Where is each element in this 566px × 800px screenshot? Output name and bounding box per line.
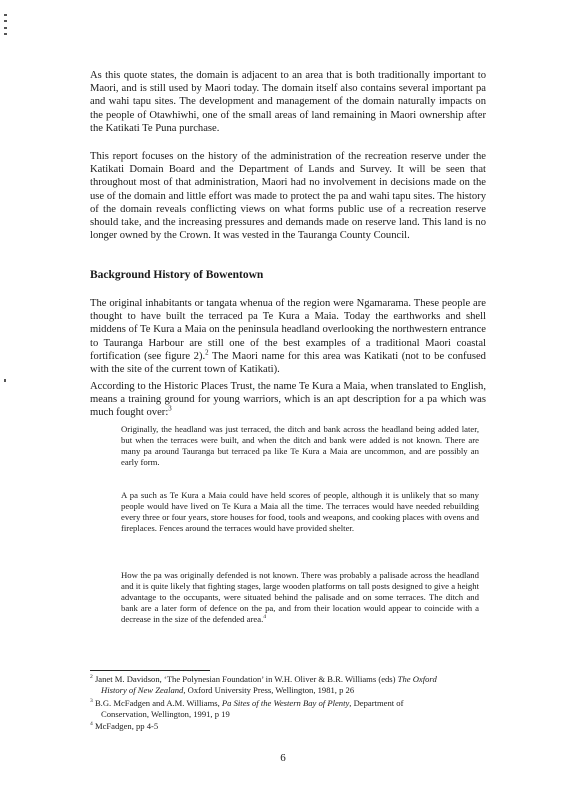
footnote-number: 3 [90,698,93,705]
paragraph-text: According to the Historic Places Trust, the name Te Kura a Maia, when translated to English, means a training ground for young warriors, which is an apt description for a pa which was much fought over: [90,381,486,419]
footnote-text: , Oxford University Press, Wellington, 1981, p 26 [183,685,355,695]
footnote-2 [90,674,492,696]
footnote-ref-2: 2 [205,349,209,357]
footnote-text: McFadgen, pp 4-5 [92,721,159,731]
scan-artifact [4,379,6,382]
paragraph-text: The Maori name for this area was Katikati (not to be confused with the site of the current town of Katikati). [90,350,486,376]
section-heading: Background History of Bowentown [90,269,264,281]
footnote-number: 4 [90,721,93,728]
paragraph-text: The original inhabitants or tangata whenua of the region were Ngamarama. These people are thought to have built the terraced pa Te Kura a Maia. Today the earthworks and shell middens of Te Kura a Maia on the peninsula headland overlooking the northwestern entrance to Tauranga Harbour are still one of the best examples of a traditional Maori coastal fortification (see figure 2). [90,298,486,362]
scan-artifact [4,14,7,16]
scan-artifact [4,33,7,35]
footnote-number: 2 [90,674,93,681]
block-quote-1: Originally, the headland was just terraced, the ditch and bank across the headland being added later, but when the terraces were built, and when the ditch and bank were added is not known. There are many pa around Tauranga but terraced pa like Te Kura a Maia are uncommon, and are possibly an early form. [121,424,479,468]
body-paragraph-2: This report focuses on the history of the administration of the recreation reserve under the Katikati Domain Board and the Department of Lands and Survey. It will be seen that throughout most of that administration, Maori had no involvement in decisions made on the use of the domain and little effort was made to protect the pa and wahi tapu sites. The history of the domain reveals conflicting views on what forms public use of a recreation reserve should take, and the increasing pressures and demands made on reserve land. This land is no longer owned by the Crown. It was vested in the Tauranga County Council. [90,151,486,242]
footnote-title: History of New Zealand [101,685,184,695]
footnote-3 [90,698,492,720]
footnotes [90,674,492,732]
footnote-text: , Department of [349,698,404,708]
block-quote-3 [121,570,479,625]
body-paragraph-3 [90,297,486,376]
footnote-title: Pa Sites of the Western Bay of Plenty [221,698,350,708]
quote-text: How the pa was originally defended is not known. There was probably a palisade across the headland and it is quite likely that fighting stages, large wooden platforms on tall posts designed to give a height advantage to the occupants, were situated behind the palisade and on some terraces. The ditch and bank are a later form of defence on the pa, and from their location would appear to coincide with a decrease in the size of the defended area. [121,570,479,625]
footnote-text: B.G. McFadgen and A.M. Williams, [92,698,222,708]
footnote-text: Janet M. Davidson, ‘The Polynesian Foundation’ in W.H. Oliver & B.R. Williams (eds) [92,674,398,684]
footnote-divider [90,670,210,671]
body-paragraph-4 [90,380,486,420]
footnote-ref-4: 4 [263,614,267,621]
scan-artifact [4,27,7,29]
footnote-4 [90,721,492,732]
footnote-continuation [90,685,492,696]
footnote-title: The Oxford [397,674,437,684]
footnote-continuation: Conservation, Wellington, 1991, p 19 [101,709,230,719]
page-number: 6 [280,752,286,764]
body-paragraph-1: As this quote states, the domain is adjacent to an area that is both traditionally important to Maori, and is still used by Maori today. The domain itself also contains several important pa and wahi tapu sites. The development and management of the domain naturally impacts on the people of Otawhiwhi, one of the small areas of land remaining in Maori ownership after the Katikati Te Puna purchase. [90,70,486,134]
scan-artifact [4,20,7,22]
block-quote-2: A pa such as Te Kura a Maia could have held scores of people, although it is unlikely that so many people would have lived on Te Kura a Maia all the time. The terraces would have needed rebuilding every three or four years, store houses for food, tools and weapons, and cooking places with ovens and fireplaces. Fences around the terraces would have provided shelter. [121,490,479,534]
footnote-ref-3: 3 [168,405,172,413]
